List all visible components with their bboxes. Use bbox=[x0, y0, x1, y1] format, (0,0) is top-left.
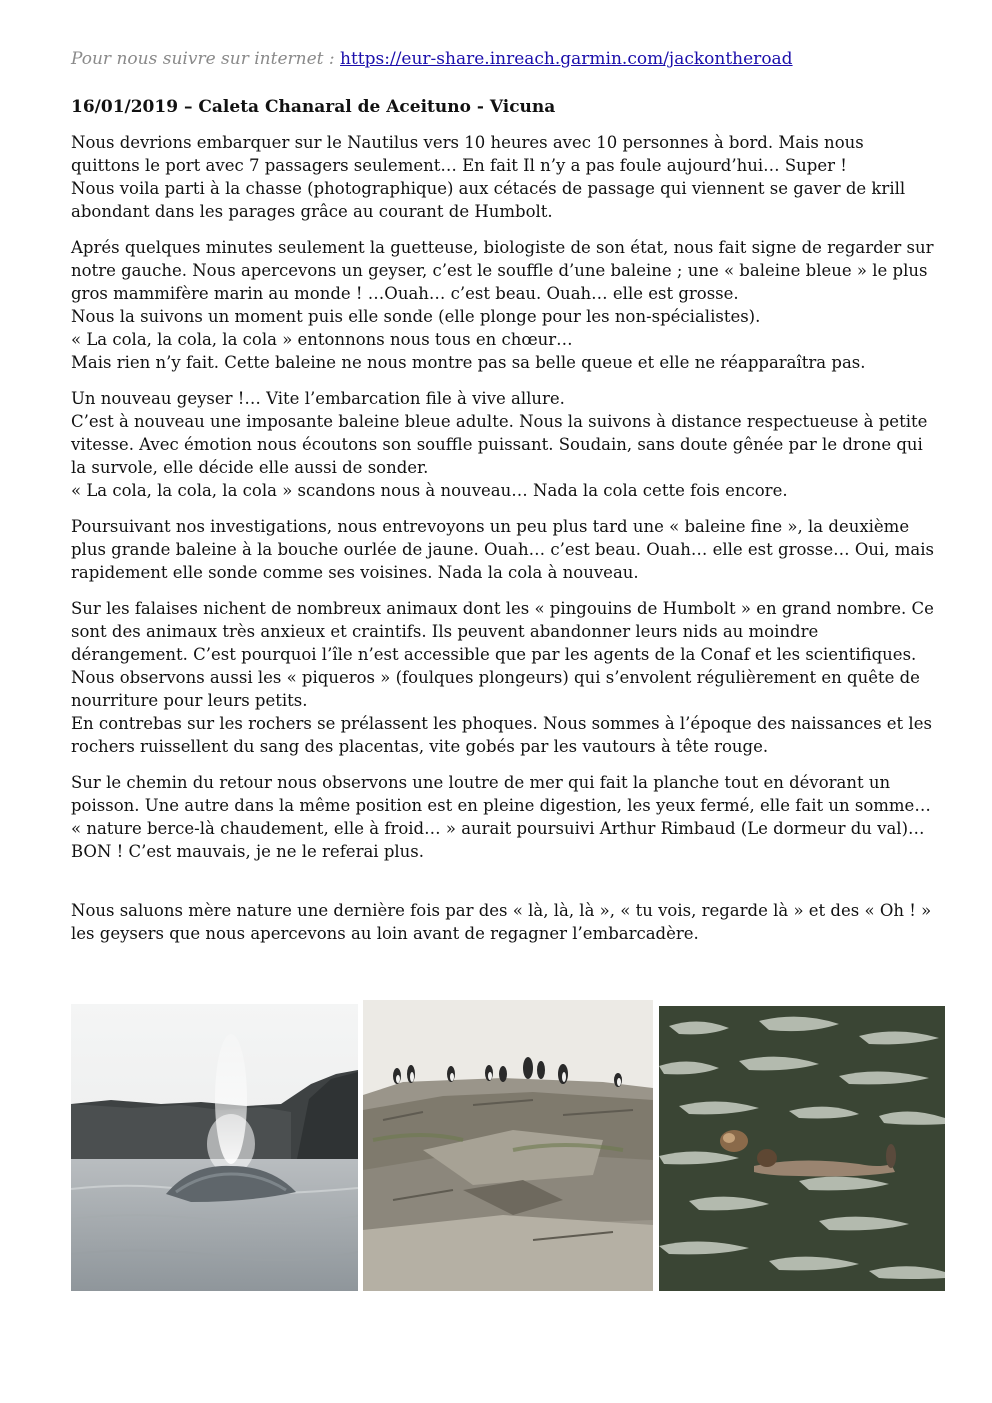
page-title: 16/01/2019 – Caleta Chanaral de Aceituno - Vicuna bbox=[71, 97, 556, 117]
paragraph-line: « La cola, la cola, la cola » entonnons nous tous en chœur… bbox=[71, 330, 573, 349]
paragraph-line: Poursuivant nos investigations, nous entrevoyons un peu plus tard une « baleine fine », la deuxième plus grande baleine à la bouche ourlée de jaune. Ouah… c’est beau. Ouah… elle est grosse… Oui, mais rapidement elle sonde comme ses voisines. Nada la cola à nouveau. bbox=[71, 517, 935, 582]
paragraph-line: Mais rien n’y fait. Cette baleine ne nous montre pas sa belle queue et elle ne réapparaîtra pas. bbox=[71, 353, 866, 372]
paragraph-line: Nous devrions embarquer sur le Nautilus vers 10 heures avec 10 personnes à bord. Mais nous quittons le port avec 7 passagers seulement… En fait Il n’y a pas foule aujourd’hui… Super ! bbox=[71, 133, 864, 175]
paragraph-line: Nous voila parti à la chasse (photographique) aux cétacés de passage qui viennent se gaver de krill abondant dans les parages grâce au courant de Humbolt. bbox=[71, 179, 906, 221]
paragraph-line: « La cola, la cola, la cola » scandons nous à nouveau… Nada la cola cette fois encore. bbox=[71, 481, 788, 500]
photo-strip bbox=[71, 1000, 945, 1292]
paragraph-line: Sur le chemin du retour nous observons une loutre de mer qui fait la planche tout en dévorant un poisson. Une autre dans la même position est en pleine digestion, les yeux fermé, elle fait un somme… « nature berce-là chaudement, elle à froid… » aurait poursuivi Arthur Rimbaud (Le dormeur du val)… BON ! C’est mauvais, je ne le referai plus. bbox=[71, 773, 931, 861]
paragraph-blue-whale bbox=[71, 236, 937, 374]
paragraph-line: Un nouveau geyser !… Vite l’embarcation file à vive allure. bbox=[71, 389, 565, 408]
whale-spout-image bbox=[71, 1004, 358, 1291]
paragraph-fin-whale bbox=[71, 515, 937, 584]
sea-otter-image bbox=[659, 1006, 945, 1291]
paragraph-cliffs bbox=[71, 597, 937, 758]
paragraph-line: C’est à nouveau une imposante baleine bleue adulte. Nous la suivons à distance respectueuse à petite vitesse. Avec émotion nous écoutons son souffle puissant. Soudain, sans doute gênée par le drone qui la survole, elle décide elle aussi de sonder. bbox=[71, 412, 928, 477]
paragraph-line: Sur les falaises nichent de nombreux animaux dont les « pingouins de Humbolt » en grand nombre. Ce sont des animaux très anxieux et craintifs. Ils peuvent abandonner leurs nids au moindre dérangement. C’est pourquoi l’île n’est accessible que par les agents de la Conaf et les scientifiques. bbox=[71, 599, 934, 664]
paragraph-line: Nous saluons mère nature une dernière fois par des « là, là, là », « tu vois, regarde là » et des « Oh ! » les geysers que nous apercevons au loin avant de regagner l’embarcadère. bbox=[71, 901, 932, 943]
penguins-rock-image bbox=[363, 1000, 653, 1291]
paragraph-line: En contrebas sur les rochers se prélassent les phoques. Nous sommes à l’époque des naissances et les rochers ruissellent du sang des placentas, vite gobés par les vautours à tête rouge. bbox=[71, 714, 932, 756]
paragraph-line: Aprés quelques minutes seulement la guetteuse, biologiste de son état, nous fait signe de regarder sur notre gauche. Nous apercevons un geyser, c’est le souffle d’une baleine ; une « baleine bleue » le plus gros mammifère marin au monde ! …Ouah… c’est beau. Ouah… elle est grosse. bbox=[71, 238, 934, 303]
paragraph-farewell bbox=[71, 899, 937, 945]
paragraph-line: Nous la suivons un moment puis elle sonde (elle plonge pour les non-spécialistes). bbox=[71, 307, 761, 326]
follow-line bbox=[71, 46, 937, 72]
sea-otter-photo bbox=[659, 1006, 945, 1291]
whale-spout-photo bbox=[71, 1004, 358, 1291]
paragraph-line: Nous observons aussi les « piqueros » (foulques plongeurs) qui s’envolent régulièrement en quête de nourriture pour leurs petits. bbox=[71, 668, 920, 710]
follow-label: Pour nous suivre sur internet : bbox=[71, 49, 341, 69]
paragraph-second-geyser bbox=[71, 387, 937, 502]
paragraph-embarkation bbox=[71, 131, 937, 223]
paragraph-sea-otter bbox=[71, 771, 937, 886]
blank-line bbox=[71, 863, 937, 886]
garmin-tracking-link[interactable]: https://eur-share.inreach.garmin.com/jackontheroad bbox=[340, 49, 793, 69]
penguins-rock-photo bbox=[363, 1000, 653, 1291]
document-page bbox=[71, 46, 937, 958]
